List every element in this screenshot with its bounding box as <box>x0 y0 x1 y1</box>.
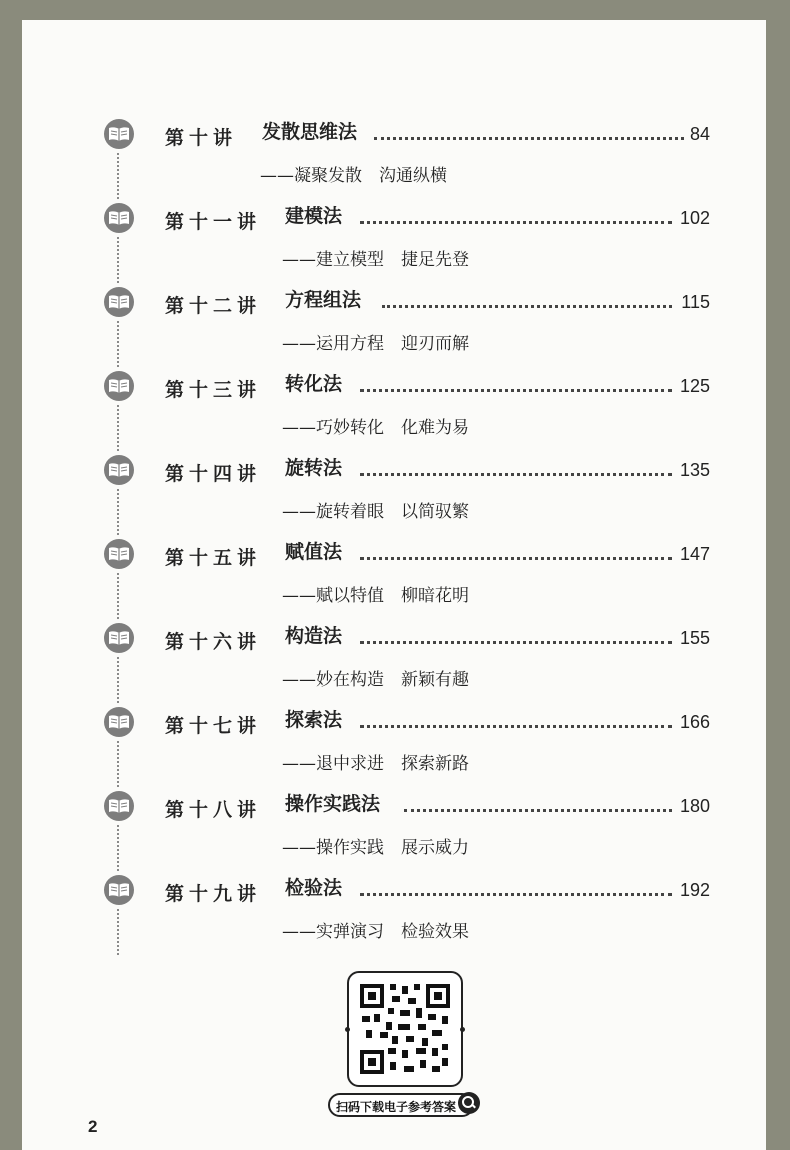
page-ref: 180 <box>679 796 710 816</box>
page-ref: 135 <box>679 460 710 480</box>
toc-entry[interactable] <box>22 117 766 201</box>
book-icon <box>104 119 134 149</box>
dot-leader <box>360 557 672 560</box>
scan-download-label[interactable]: 扫码下载电子参考答案 <box>328 1093 474 1117</box>
book-icon <box>104 371 134 401</box>
method-title: 发散思维法 <box>262 121 358 143</box>
method-title: 操作实践法 <box>285 793 381 815</box>
page-ref: 84 <box>689 124 710 144</box>
subtitle: ——操作实践 展示威力 <box>282 838 469 858</box>
dotted-connector <box>117 153 119 199</box>
dotted-connector <box>117 321 119 367</box>
book-icon <box>104 203 134 233</box>
book-icon <box>104 623 134 653</box>
toc-entry[interactable] <box>22 369 766 453</box>
toc-entry[interactable] <box>22 705 766 789</box>
lecture-number: 第十六讲 <box>165 631 262 653</box>
method-title: 建模法 <box>285 205 343 227</box>
dot-leader <box>360 725 672 728</box>
toc-entry[interactable] <box>22 789 766 873</box>
dot-leader <box>360 641 672 644</box>
method-title: 转化法 <box>285 373 343 395</box>
lecture-number: 第十三讲 <box>165 379 262 401</box>
method-title: 方程组法 <box>285 289 362 311</box>
dotted-connector <box>117 909 119 955</box>
toc-entry[interactable] <box>22 537 766 621</box>
dotted-connector <box>117 237 119 283</box>
toc-entry[interactable] <box>22 201 766 285</box>
page-ref: 166 <box>679 712 710 732</box>
subtitle: ——凝聚发散 沟通纵横 <box>260 166 447 186</box>
book-icon <box>104 287 134 317</box>
lecture-number: 第十讲 <box>165 127 238 149</box>
subtitle: ——退中求进 探索新路 <box>282 754 469 774</box>
qr-code-pattern <box>358 982 452 1076</box>
lecture-number: 第十二讲 <box>165 295 262 317</box>
book-icon <box>104 539 134 569</box>
method-title: 旋转法 <box>285 457 343 479</box>
dotted-connector <box>117 405 119 451</box>
frame-dot <box>345 1027 350 1032</box>
frame-dot <box>460 1027 465 1032</box>
toc-page <box>22 20 766 1150</box>
dotted-connector <box>117 741 119 787</box>
toc-entry[interactable] <box>22 621 766 705</box>
book-icon <box>104 791 134 821</box>
dot-leader <box>360 893 672 896</box>
lecture-number: 第十五讲 <box>165 547 262 569</box>
page-ref: 147 <box>679 544 710 564</box>
method-title: 赋值法 <box>285 541 343 563</box>
toc-entry[interactable] <box>22 453 766 537</box>
book-icon <box>104 455 134 485</box>
method-title: 构造法 <box>285 625 343 647</box>
page-number: 2 <box>88 1117 98 1136</box>
dotted-connector <box>117 825 119 871</box>
dot-leader <box>382 305 672 308</box>
dotted-connector <box>117 657 119 703</box>
subtitle: ——妙在构造 新颖有趣 <box>282 670 469 690</box>
dot-leader <box>374 137 684 140</box>
subtitle: ——巧妙转化 化难为易 <box>282 418 469 438</box>
toc-entry[interactable] <box>22 873 766 957</box>
method-title: 检验法 <box>285 877 343 899</box>
magnifier-icon[interactable] <box>458 1092 480 1114</box>
page-ref: 192 <box>679 880 710 900</box>
lecture-number: 第十一讲 <box>165 211 262 233</box>
page-ref: 125 <box>679 376 710 396</box>
lecture-number: 第十九讲 <box>165 883 262 905</box>
book-icon <box>104 875 134 905</box>
dotted-connector <box>117 489 119 535</box>
subtitle: ——赋以特值 柳暗花明 <box>282 586 469 606</box>
subtitle: ——建立模型 捷足先登 <box>282 250 469 270</box>
lecture-number: 第十四讲 <box>165 463 262 485</box>
dot-leader <box>404 809 672 812</box>
lecture-number: 第十七讲 <box>165 715 262 737</box>
dot-leader <box>360 221 672 224</box>
qr-code[interactable] <box>347 971 463 1087</box>
dotted-connector <box>117 573 119 619</box>
dot-leader <box>360 473 672 476</box>
page-ref: 155 <box>679 628 710 648</box>
page-ref: 102 <box>679 208 710 228</box>
book-icon <box>104 707 134 737</box>
dot-leader <box>360 389 672 392</box>
subtitle: ——运用方程 迎刃而解 <box>282 334 469 354</box>
lecture-number: 第十八讲 <box>165 799 262 821</box>
method-title: 探索法 <box>285 709 343 731</box>
page-ref: 115 <box>681 292 710 312</box>
subtitle: ——旋转着眼 以简驭繁 <box>282 502 469 522</box>
subtitle: ——实弹演习 检验效果 <box>282 922 469 942</box>
toc-entry[interactable] <box>22 285 766 369</box>
